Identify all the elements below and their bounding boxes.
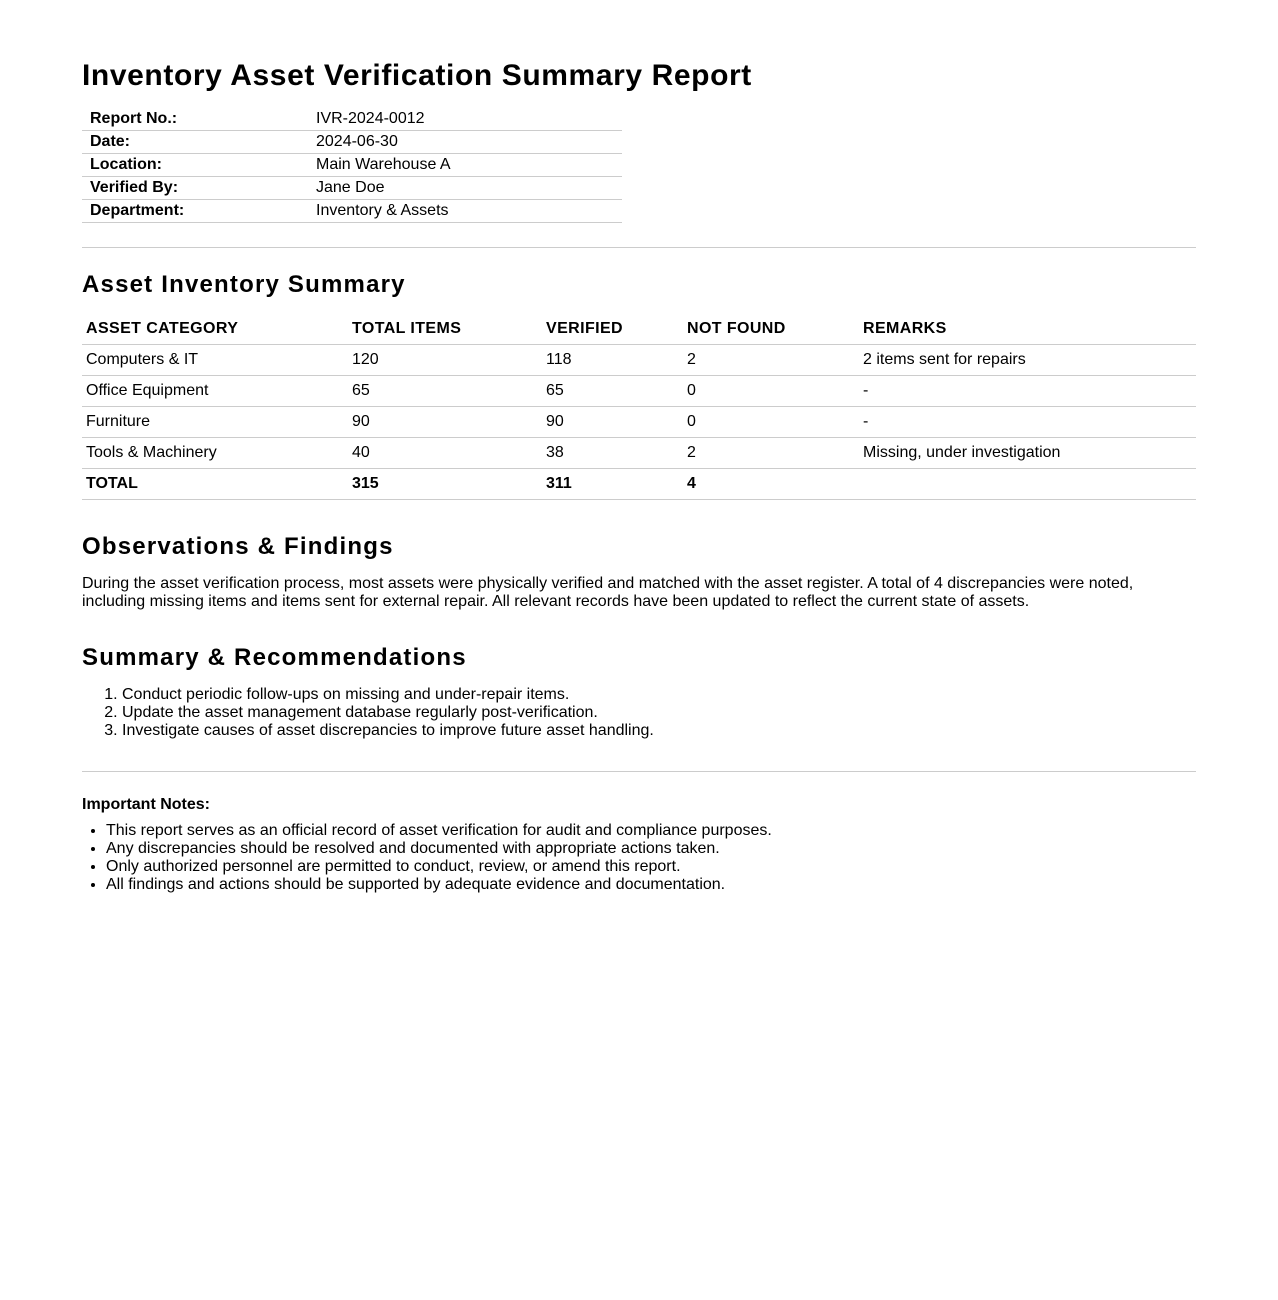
cell-total-not-found: 4 xyxy=(683,469,859,500)
observations-text: During the asset verification process, most assets were physically verified and matched with the asset register. A total of 4 discrepancies were noted, including missing items and items sent for external repair. All relevant records have been updated to reflect the current state of assets. xyxy=(82,575,1134,610)
section-divider xyxy=(82,771,1196,772)
table-total-row xyxy=(82,469,1196,500)
report-title: Inventory Asset Verification Summary Report xyxy=(82,59,752,92)
list-item: • Any discrepancies should be resolved and documented with appropriate actions taken. xyxy=(106,840,1196,858)
table-header-row xyxy=(82,314,1196,345)
asset-summary-table xyxy=(82,314,1196,500)
meta-value: Main Warehouse A xyxy=(307,154,622,177)
cell-remarks: 2 items sent for repairs xyxy=(859,345,1196,376)
cell-category: Furniture xyxy=(82,407,348,438)
meta-value: IVR-2024-0012 xyxy=(307,108,622,131)
cell-remarks: - xyxy=(859,376,1196,407)
meta-row-department xyxy=(82,200,622,223)
list-item: • All findings and actions should be supported by adequate evidence and documentation. xyxy=(106,876,1196,894)
cell-category: Computers & IT xyxy=(82,345,348,376)
section-divider xyxy=(82,247,1196,248)
important-notes-list xyxy=(82,822,1196,894)
table-row xyxy=(82,407,1196,438)
asset-summary-heading: Asset Inventory Summary xyxy=(82,271,406,298)
column-header-asset-category: ASSET CATEGORY xyxy=(82,314,348,345)
column-header-remarks: REMARKS xyxy=(859,314,1196,345)
cell-total: 65 xyxy=(348,376,542,407)
cell-total-remarks xyxy=(859,469,1196,500)
cell-category: Tools & Machinery xyxy=(82,438,348,469)
cell-not-found: 2 xyxy=(683,345,859,376)
list-item: 2. Update the asset management database regularly post-verification. xyxy=(122,704,1196,722)
table-row xyxy=(82,345,1196,376)
meta-label: Report No.: xyxy=(82,108,307,131)
cell-verified: 118 xyxy=(542,345,683,376)
cell-total: 120 xyxy=(348,345,542,376)
meta-value: Jane Doe xyxy=(307,177,622,200)
cell-total-verified: 311 xyxy=(542,469,683,500)
meta-value: 2024-06-30 xyxy=(307,131,622,154)
observations-heading: Observations & Findings xyxy=(82,533,394,560)
cell-verified: 38 xyxy=(542,438,683,469)
meta-row-location xyxy=(82,154,622,177)
list-item: • Only authorized personnel are permitted to conduct, review, or amend this report. xyxy=(106,858,1196,876)
cell-remarks: - xyxy=(859,407,1196,438)
meta-label: Verified By: xyxy=(82,177,307,200)
column-header-not-found: NOT FOUND xyxy=(683,314,859,345)
cell-not-found: 0 xyxy=(683,407,859,438)
column-header-total-items: TOTAL ITEMS xyxy=(348,314,542,345)
cell-verified: 65 xyxy=(542,376,683,407)
meta-row-verified-by xyxy=(82,177,622,200)
cell-verified: 90 xyxy=(542,407,683,438)
recommendations-list xyxy=(82,686,1196,740)
list-item: 1. Conduct periodic follow-ups on missing and under-repair items. xyxy=(122,686,1196,704)
column-header-verified: VERIFIED xyxy=(542,314,683,345)
list-item: • This report serves as an official record of asset verification for audit and compliance purposes. xyxy=(106,822,1196,840)
meta-value: Inventory & Assets xyxy=(307,200,622,223)
meta-label: Date: xyxy=(82,131,307,154)
table-row xyxy=(82,376,1196,407)
report-metadata-table xyxy=(82,108,622,223)
cell-total: 90 xyxy=(348,407,542,438)
meta-label: Location: xyxy=(82,154,307,177)
cell-category: Office Equipment xyxy=(82,376,348,407)
important-notes-title: Important Notes: xyxy=(82,796,210,813)
cell-not-found: 2 xyxy=(683,438,859,469)
cell-remarks: Missing, under investigation xyxy=(859,438,1196,469)
cell-total-items: 315 xyxy=(348,469,542,500)
meta-row-date xyxy=(82,131,622,154)
table-row xyxy=(82,438,1196,469)
recommendations-heading: Summary & Recommendations xyxy=(82,644,467,671)
meta-row-report-no xyxy=(82,108,622,131)
cell-not-found: 0 xyxy=(683,376,859,407)
meta-label: Department: xyxy=(82,200,307,223)
list-item: 3. Investigate causes of asset discrepancies to improve future asset handling. xyxy=(122,722,1196,740)
cell-total: 40 xyxy=(348,438,542,469)
cell-total-label: TOTAL xyxy=(82,469,348,500)
